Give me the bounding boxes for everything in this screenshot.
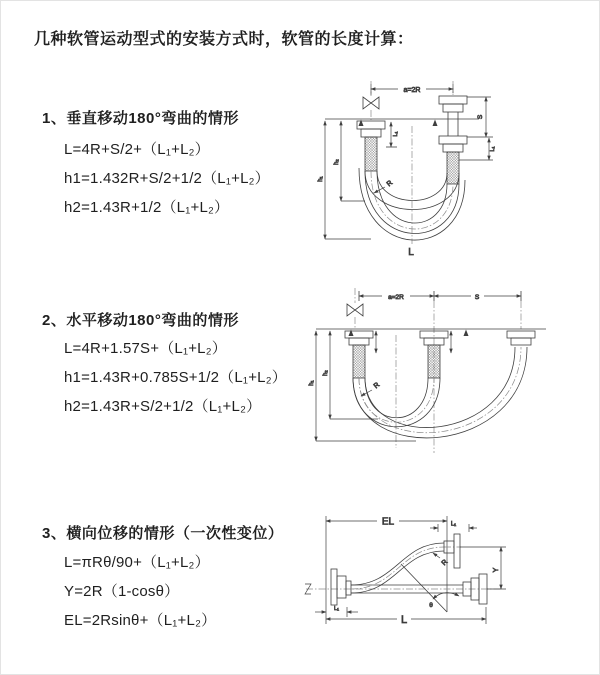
dim-label-h1: h₁: [318, 176, 324, 182]
section-2-formula-h1: h1=1.43R+0.785S+1/2（L₁+L₂）: [64, 369, 287, 386]
section-1-formula-L: L=4R+S/2+（L₁+L₂）: [64, 141, 210, 158]
dim-el: [326, 515, 447, 528]
dim-label-a2r: a=2R: [403, 87, 421, 94]
dim-s: [467, 97, 493, 137]
flange-left: [357, 121, 385, 171]
dim-label-r: R: [440, 558, 450, 568]
section-3-formula-Y: Y=2R（1-cosθ）: [64, 583, 180, 600]
extension-lines: [326, 516, 486, 624]
section-2-formula-h2: h2=1.43R+S/2+1/2（L₁+L₂）: [64, 398, 262, 415]
section-3-formula-EL: EL=2Rsinθ+（L₁+L₂）: [64, 612, 217, 629]
valve-icon: [363, 97, 379, 109]
dim-label-l1-right: L₁: [490, 146, 496, 152]
dim-label-s: S: [477, 114, 484, 120]
flange-left: [331, 569, 351, 605]
dim-h2: [323, 331, 378, 419]
dim-a2r: [371, 84, 453, 95]
flange-right: [507, 331, 535, 345]
hose-curved: [351, 543, 444, 593]
valve-icon: [347, 304, 363, 316]
dim-label-h2: h₂: [334, 159, 340, 165]
dim-label-theta: θ: [429, 602, 433, 609]
dim-h2: [334, 121, 365, 201]
dim-label-l: L: [400, 614, 408, 626]
dim-label-el: EL: [381, 516, 395, 528]
dim-label-r: R: [372, 381, 382, 391]
section-1-heading: 1、垂直移动180°弯曲的情形: [42, 110, 239, 127]
datum-arrow-left: [359, 120, 364, 127]
dim-label-h1: h₁: [309, 380, 315, 386]
dim-label-l1-top: L₁: [450, 521, 457, 528]
diagram-horizontal-180-bend: [306, 283, 600, 468]
dim-label-l1-left: L₁: [393, 131, 399, 137]
datum-arrow-left: [349, 330, 354, 337]
section-1-formula-h2: h2=1.43R+1/2（L₁+L₂）: [64, 199, 230, 216]
dim-label-h2: h₂: [323, 370, 329, 376]
angle-theta: [401, 564, 459, 612]
section-3-heading: 3、横向位移的情形（一次性变位）: [42, 525, 284, 542]
datum-arrow-right: [464, 330, 469, 337]
radius-callout: [361, 382, 381, 396]
diagram-lateral-displacement: [301, 506, 600, 656]
dim-l1-left: [386, 122, 399, 147]
dim-label-l1-left: L₁: [334, 606, 339, 612]
section-2-heading: 2、水平移动180°弯曲的情形: [42, 312, 239, 329]
flange-middle: [420, 331, 448, 378]
section-3-formula-L: L=πRθ/90+（L₁+L₂）: [64, 554, 210, 571]
diagram-vertical-180-bend: [311, 76, 600, 271]
dim-label-a2r: a=2R: [388, 294, 404, 301]
section-1-formula-h1: h1=1.432R+S/2+1/2（L₁+L₂）: [64, 170, 270, 187]
section-2-formula-L: L=4R+1.57S+（L₁+L₂）: [64, 340, 227, 357]
dim-y: [460, 547, 506, 589]
page-title: 几种软管运动型式的安装方式时，软管的长度计算：: [34, 31, 414, 48]
flange-right-upper: [439, 96, 467, 136]
dim-label-l: L: [408, 247, 414, 258]
dim-l1-right: [459, 138, 496, 160]
dim-label-s: S: [474, 294, 480, 301]
dim-h1: [318, 121, 371, 239]
datum-arrow-right: [433, 120, 438, 127]
dim-label-r: R: [385, 179, 395, 189]
radius-callout: [374, 180, 394, 193]
flange-left: [345, 331, 373, 378]
dim-l1-left: [315, 606, 358, 617]
centerlines: [371, 81, 453, 244]
dim-l1-top: [430, 522, 477, 533]
dim-l: [326, 612, 486, 626]
dim-s: [434, 292, 521, 302]
dim-label-y: Y: [493, 567, 500, 573]
